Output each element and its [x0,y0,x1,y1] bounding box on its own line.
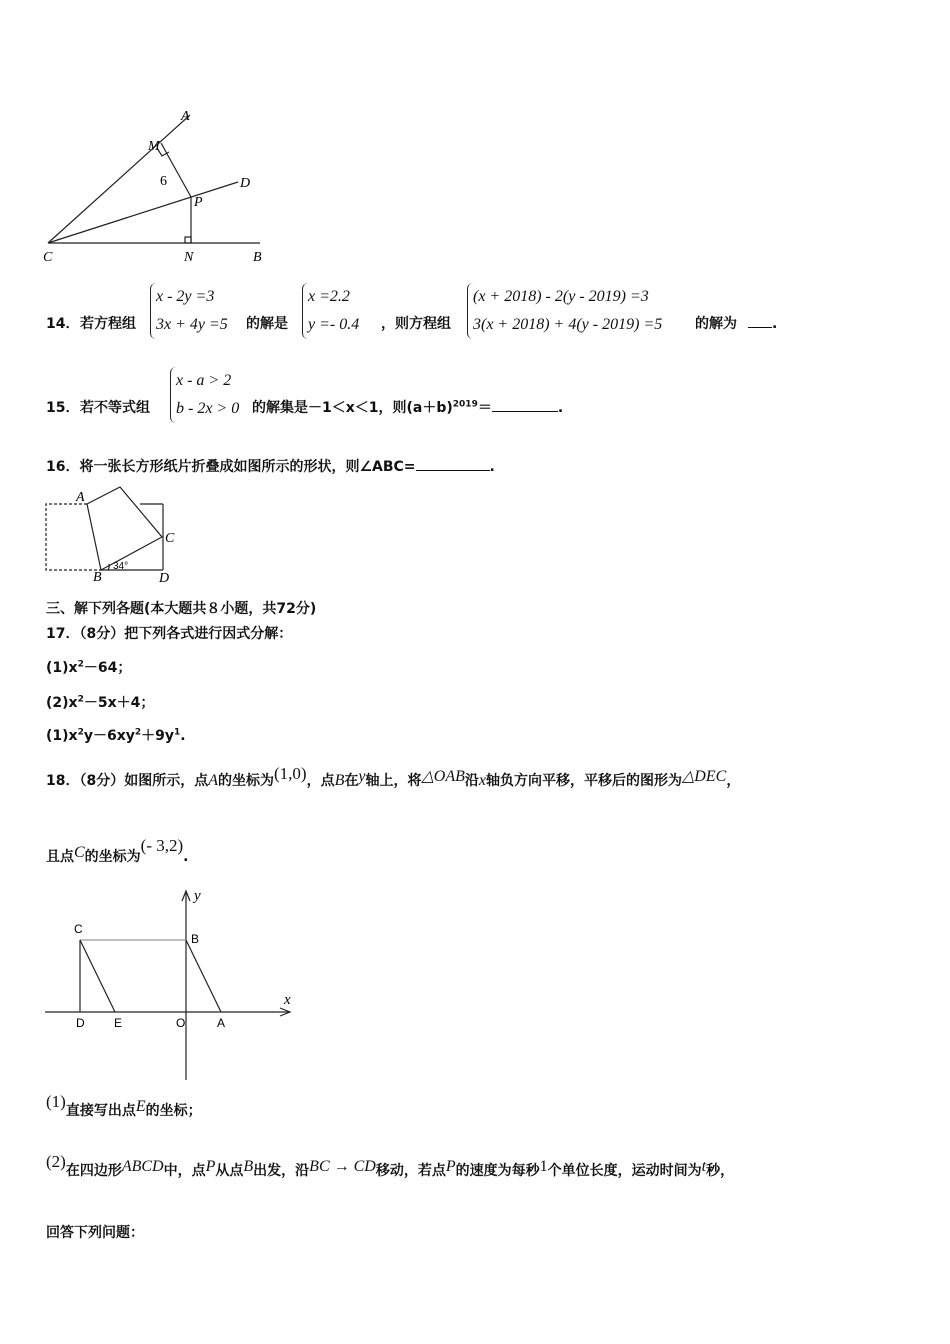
p2-t4: 出发，沿 [253,1163,310,1179]
q17-item-2 [46,692,154,712]
p2-t8: 秒， [706,1163,735,1179]
q17-1-pre: (1)x [46,660,78,676]
q17-3-sup2: 2 [134,727,142,738]
fig3-label-E: E [114,1016,123,1030]
q18-t6: 轴负方向平移，平移后的图形为 [486,773,682,789]
q15-post-text: 的解集是－1＜x＜1，则(a＋b) [252,400,453,416]
p2-path: BC → CD [309,1158,376,1175]
q16-text-label: 16．将一张长方形纸片折叠成如图所示的形状，则∠ABC= [46,459,416,475]
fig3-label-C: C [74,922,83,936]
p2-t1: 在四边形 [65,1163,122,1179]
q15-sys-eq2: b - 2x > 0 [176,400,240,417]
q17-3-pre: (1)x [46,728,78,744]
fig1-label-B: B [253,250,262,265]
fig1-label-N: N [184,250,194,265]
q17-item-3 [46,725,186,745]
q18-part-2 [46,1152,735,1180]
fig3-label-B: B [191,932,200,946]
p2-t3: 从点 [215,1163,244,1179]
p2-quad: ABCD [121,1158,164,1175]
q15-equals: ＝ [477,400,492,416]
q14-prefix: 若方程组 [80,316,136,332]
p2-t2: 中，点 [163,1163,206,1179]
figure-folded-paper [40,484,185,589]
q18-B: B [334,772,345,789]
q17-1-post: －64； [83,660,132,676]
q18-C: C [74,844,85,861]
fig3-label-x: x [284,992,291,1008]
q15-number: 15． [46,400,80,416]
q18-tri1: △OAB [421,768,465,785]
q18-t1: 的坐标为 [218,773,275,789]
p2-num: (2) [46,1152,66,1171]
q18-line2-pre: 且点 [46,849,74,865]
fig1-label-A: A [181,109,190,124]
q14-system-2 [467,283,662,339]
fig1-label-M: M [148,139,160,154]
q14-sys2-eq2: 3(x + 2018) + 4(y - 2019) =5 [473,316,663,333]
q14-answer-blank: . [748,313,777,332]
p2-P: P [205,1158,216,1175]
q18-line-2 [46,836,189,866]
q17-3-sup: 2 [77,727,84,738]
q14-mid2: ，则方程组 [381,316,451,332]
fig2-angle: 34° [113,561,129,572]
fig2-label-A: A [76,490,85,505]
fig2-label-C: C [165,531,175,546]
fig3-label-D: D [76,1016,85,1030]
q14-solution-system [302,283,359,339]
p2-t5: 移动，若点 [375,1163,446,1179]
q17-2-post: －5x＋4； [83,695,155,711]
figure-coordinate-plane [40,885,315,1085]
p1-num: (1) [46,1092,66,1111]
q18-t3: 在 [344,773,359,789]
q17-3-post: ＋9y [141,728,175,744]
q15-exponent: 2019 [452,399,478,410]
p1-text: 直接写出点 [65,1103,136,1119]
fig2-label-B: B [93,570,102,585]
q17-1-sup: 2 [77,659,84,670]
p2-t: t [701,1158,707,1175]
q14-sys2-eq1: (x + 2018) - 2(y - 2019) =3 [473,288,649,305]
q14-number: 14． [46,316,80,332]
q18-t2: ，点 [306,773,335,789]
p1-E: E [135,1098,146,1115]
q17-title: 17．（8分）把下列各式进行因式分解： [46,626,293,642]
p1-post: 的坐标； [145,1103,202,1119]
q16-text: 16．将一张长方形纸片折叠成如图所示的形状，则∠ABC= . [46,459,495,475]
q18-line-1 [46,764,741,790]
q14-sys1-eq1: x - 2y =3 [156,288,215,305]
q18-t7: ， [726,773,741,789]
q17-2-sup: 2 [77,694,84,705]
q18-x: x [478,772,486,789]
p2-one: 1 [539,1158,548,1175]
p2-t6: 的速度为每秒 [455,1163,540,1179]
q17-3-sup3: 1 [174,727,181,738]
fig3-label-y: y [194,888,201,904]
q18-part-2-line-2: 回答下列问题： [46,1225,144,1241]
fig3-label-A: A [217,1016,226,1030]
figure-angle-bisector [38,105,278,270]
q18-tri2: △DEC [682,768,727,785]
q14-sol-x: x =2.2 [308,288,350,305]
q15-prefix: 若不等式组 [80,400,150,416]
p2-P2: P [445,1158,456,1175]
q14-sys1-eq2: 3x + 4y =5 [156,316,228,333]
fig1-label-P: P [194,195,203,210]
q15-system [170,367,239,423]
q15-sys-eq1: x - a > 2 [176,372,232,389]
q17-3-mid: y－6xy [83,728,135,744]
p2-B: B [243,1158,254,1175]
section-3-title: 三、解下列各题(本大题共８小题，共72分) [46,601,317,617]
fig2-label-D: D [159,571,170,586]
q18-C-coord: (- 3,2) [140,836,184,855]
fig1-label-C: C [43,250,53,265]
fig1-label-D: D [240,176,251,191]
q18-t5: 沿 [464,773,479,789]
q18-t4: 轴上，将 [365,773,422,789]
q18-A-coord: (1,0) [274,764,307,783]
q18-num: 18．（8分）如图所示，点 [46,773,209,789]
fig3-label-O: O [176,1016,186,1030]
q15-post: 的解集是－1＜x＜1，则$(a+b)^{2019}=$ . [252,399,564,416]
q18-y: y [358,768,366,785]
q18-part-1 [46,1092,202,1120]
q17-item-1 [46,657,131,677]
q17-2-pre: (2)x [46,695,78,711]
q17-3-end: . [180,728,186,744]
q14-system-1 [150,283,228,339]
q14-mid1: 的解是 [246,316,288,332]
p2-t7: 个单位长度，运动时间为 [547,1163,702,1179]
q14-post: 的解为 [695,316,737,332]
q18-A: A [208,772,219,789]
q18-line2-mid: 的坐标为 [84,849,141,865]
q18-line2-end: . [183,849,189,865]
fig1-label-angle: 6 [160,174,167,189]
q14-sol-y: y =- 0.4 [308,316,360,333]
